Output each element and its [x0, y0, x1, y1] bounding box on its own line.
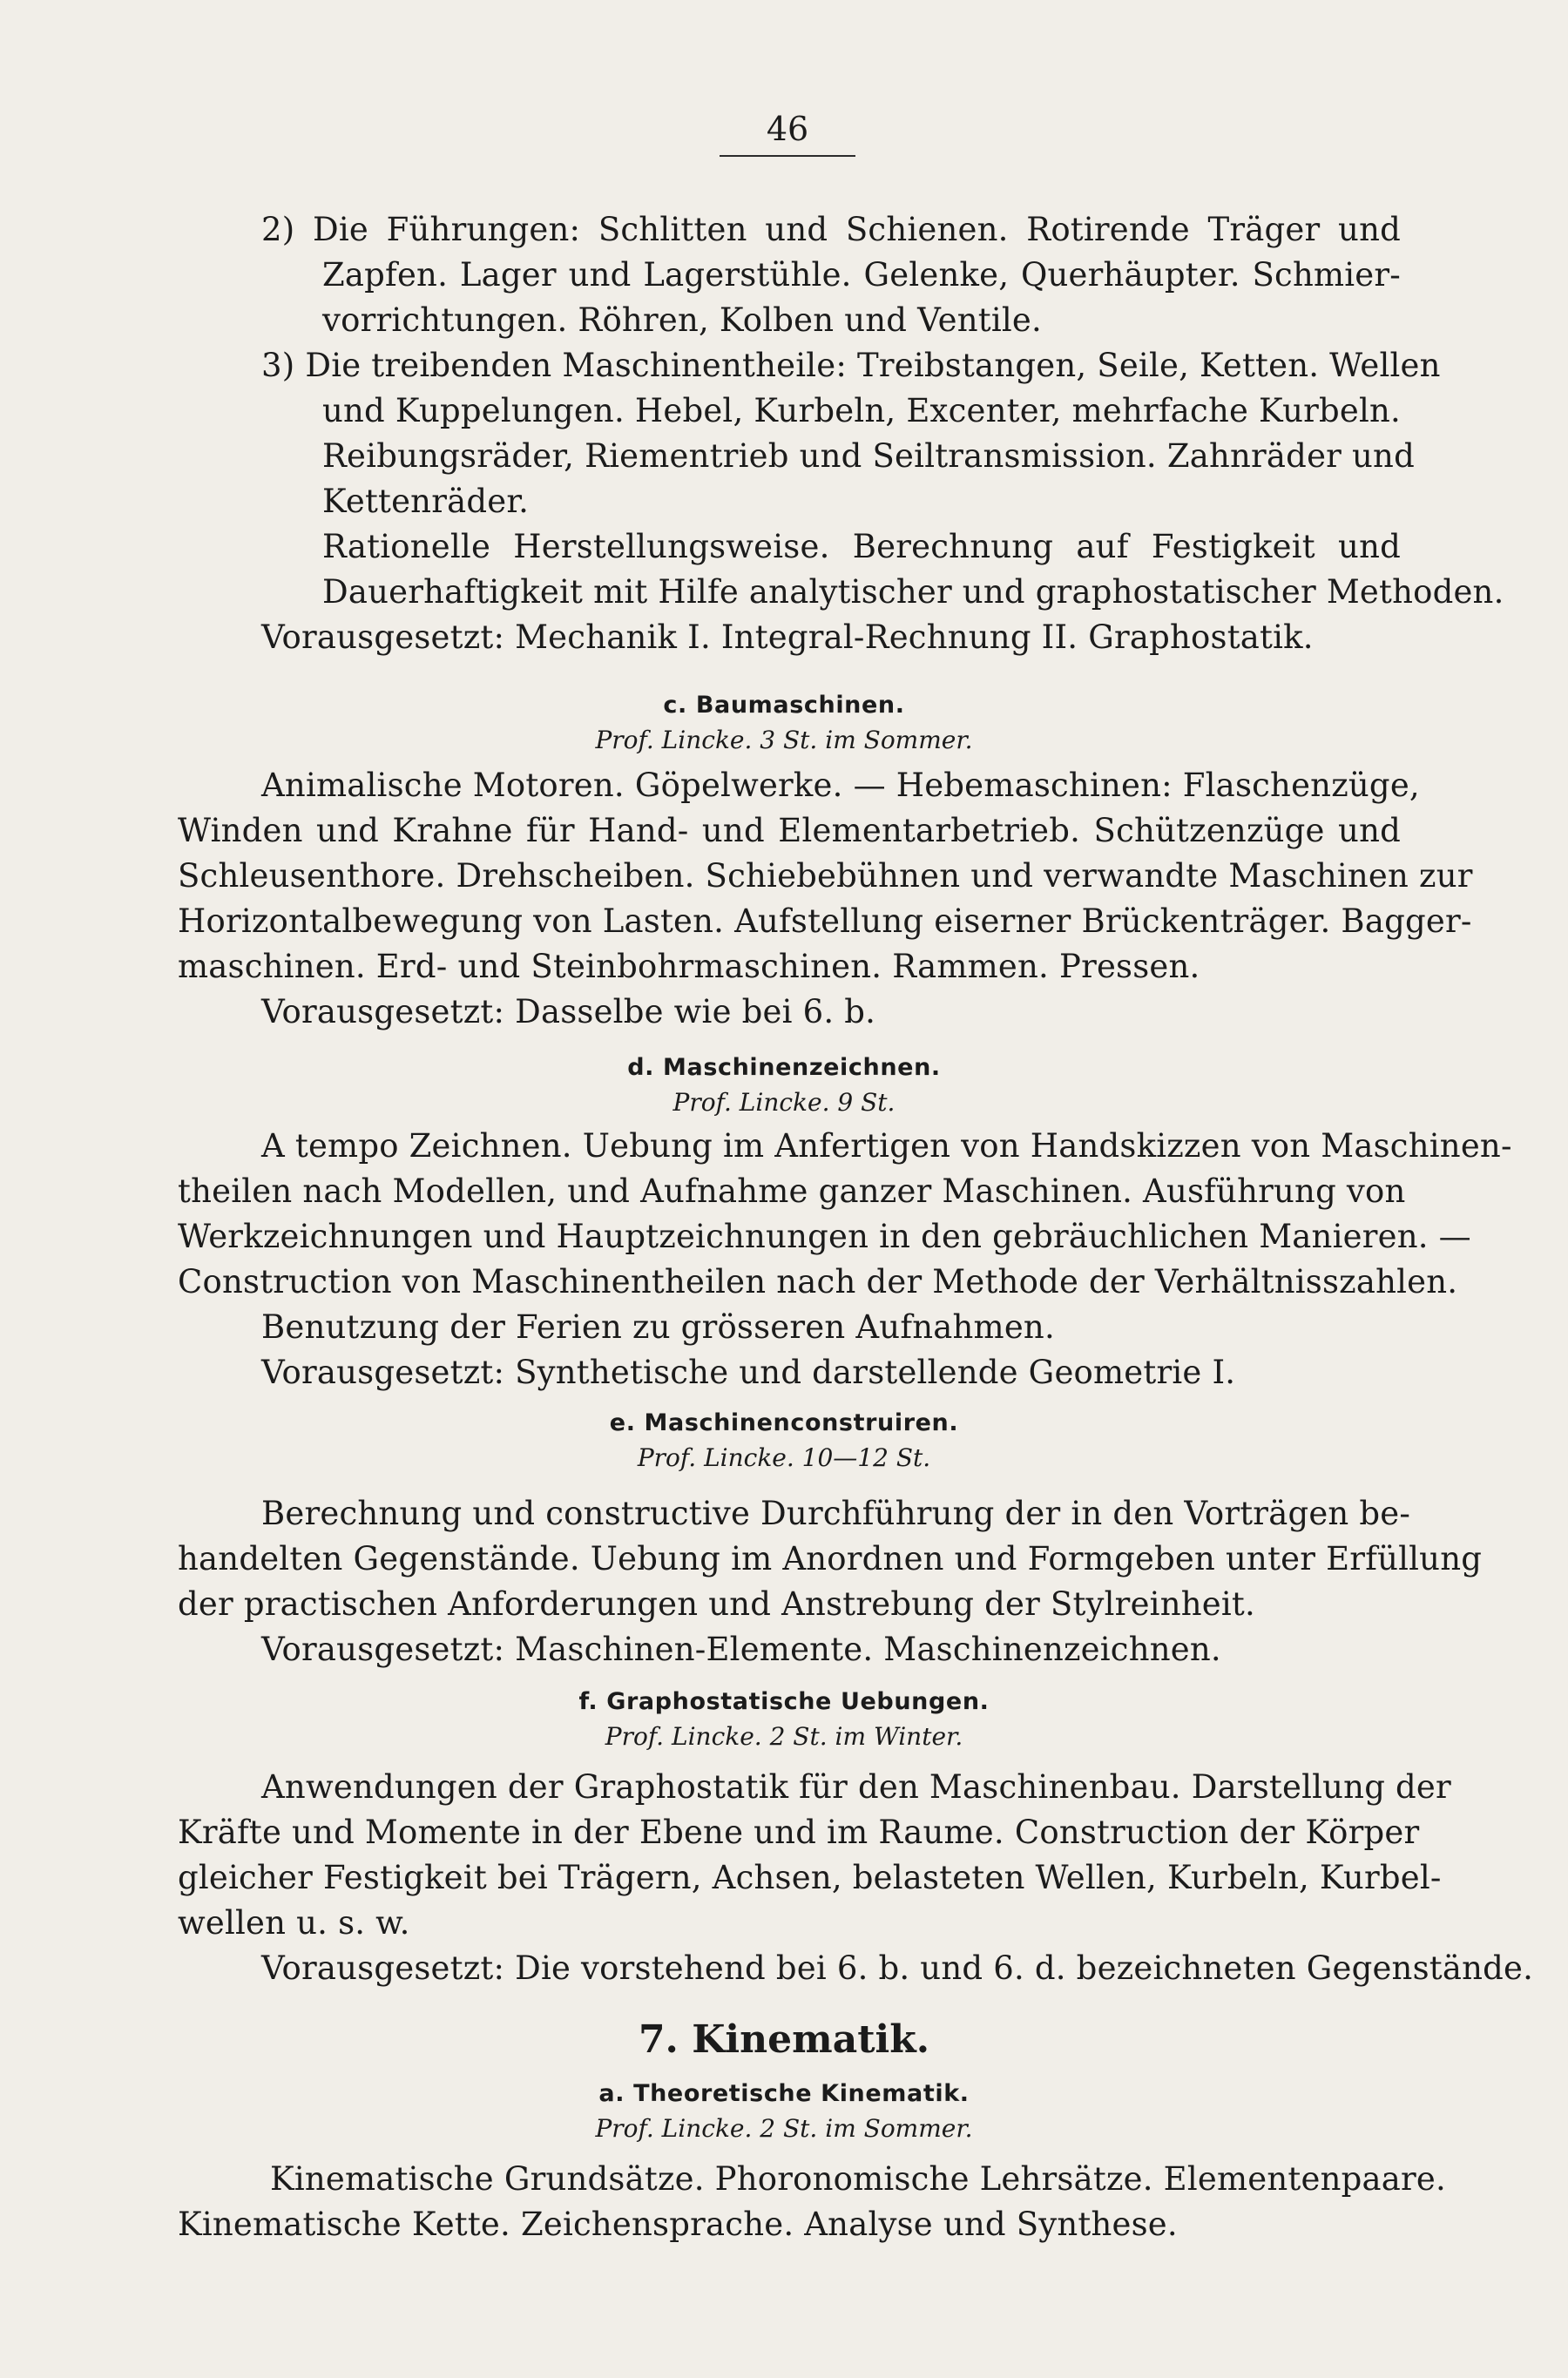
text-line: Construction von Maschinentheilen nach der Methode der Verhältnisszahlen.	[178, 1263, 1458, 1300]
section-heading-maschinenconstruiren: e. Maschinenconstruiren.	[609, 1409, 959, 1436]
section-heading-baumaschinen: c. Baumaschinen.	[663, 692, 905, 719]
text-line: 2) Die Führungen: Schlitten und Schienen. Rotirende Träger und	[261, 211, 1401, 248]
section-heading-maschinenzeichnen: d. Maschinenzeichnen.	[627, 1054, 941, 1081]
text-line: Vorausgesetzt: Maschinen-Elemente. Maschinenzeichnen.	[261, 1631, 1221, 1668]
text-line: Vorausgesetzt: Die vorstehend bei 6. b. und 6. d. bezeichneten Gegenstände.	[261, 1949, 1534, 1987]
text-line: Dauerhaftigkeit mit Hilfe analytischer und graphostatischer Methoden.	[322, 573, 1504, 611]
text-line: Vorausgesetzt: Dasselbe wie bei 6. b.	[261, 993, 876, 1030]
section-instructor: Prof. Lincke. 9 St.	[672, 1088, 896, 1117]
text-line: wellen u. s. w.	[178, 1904, 410, 1942]
section-heading-graphostatische-uebungen: f. Graphostatische Uebungen.	[578, 1688, 990, 1715]
page-number: 46	[720, 103, 855, 157]
text-line: Berechnung und constructive Durchführung der in den Vorträgen be-	[261, 1495, 1411, 1532]
text-line: gleicher Festigkeit bei Trägern, Achsen, belasteten Wellen, Kurbeln, Kurbel-	[178, 1859, 1442, 1896]
text-line: A tempo Zeichnen. Uebung im Anfertigen von Handskizzen von Maschinen-	[261, 1127, 1512, 1165]
text-line: Reibungsräder, Riementrieb und Seiltransmission. Zahnräder und	[322, 437, 1415, 475]
section-instructor: Prof. Lincke. 2 St. im Sommer.	[595, 2114, 973, 2143]
text-line: vorrichtungen. Röhren, Kolben und Ventile.	[322, 301, 1042, 339]
chapter-title-kinematik: 7. Kinematik.	[638, 2017, 930, 2062]
text-line: maschinen. Erd- und Steinbohrmaschinen. Rammen. Pressen.	[178, 948, 1200, 985]
section-instructor: Prof. Lincke. 10—12 St.	[637, 1443, 931, 1472]
text-line: 3) Die treibenden Maschinentheile: Treibstangen, Seile, Ketten. Wellen	[261, 347, 1441, 384]
text-line: Anwendungen der Graphostatik für den Maschinenbau. Darstellung der	[261, 1768, 1451, 1806]
text-line: Horizontalbewegung von Lasten. Aufstellung eiserner Brückenträger. Bagger-	[178, 902, 1472, 940]
text-line: Zapfen. Lager und Lagerstühle. Gelenke, Querhäupter. Schmier-	[322, 256, 1401, 294]
text-line: Schleusenthore. Drehscheiben. Schiebebühnen und verwandte Maschinen zur	[178, 857, 1473, 895]
section-instructor: Prof. Lincke. 3 St. im Sommer.	[595, 726, 973, 754]
text-line: Werkzeichnungen und Hauptzeichnungen in den gebräuchlichen Manieren. —	[178, 1218, 1471, 1255]
text-line: und Kuppelungen. Hebel, Kurbeln, Excenter, mehrfache Kurbeln.	[322, 392, 1401, 429]
text-line: Kräfte und Momente in der Ebene und im Raume. Construction der Körper	[178, 1814, 1420, 1851]
text-line: Vorausgesetzt: Synthetische und darstellende Geometrie I.	[261, 1354, 1236, 1391]
text-line: Kinematische Kette. Zeichensprache. Analyse und Synthese.	[178, 2206, 1178, 2243]
text-line: Winden und Krahne für Hand- und Elementarbetrieb. Schützenzüge und	[178, 812, 1401, 849]
section-heading-theoretische-kinematik: a. Theoretische Kinematik.	[598, 2080, 970, 2107]
text-line: Animalische Motoren. Göpelwerke. — Hebemaschinen: Flaschenzüge,	[261, 767, 1420, 804]
text-line: Kinematische Grundsätze. Phoronomische Lehrsätze. Elementenpaare.	[270, 2160, 1446, 2198]
section-instructor: Prof. Lincke. 2 St. im Winter.	[605, 1722, 963, 1751]
text-line: handelten Gegenstände. Uebung im Anordnen und Formgeben unter Erfüllung	[178, 1540, 1483, 1577]
text-line: theilen nach Modellen, und Aufnahme ganzer Maschinen. Ausführung von	[178, 1172, 1406, 1210]
text-line: Vorausgesetzt: Mechanik I. Integral-Rechnung II. Graphostatik.	[261, 618, 1314, 656]
text-line: Kettenräder.	[322, 483, 530, 520]
text-line: der practischen Anforderungen und Anstrebung der Stylreinheit.	[178, 1585, 1255, 1623]
text-line: Rationelle Herstellungsweise. Berechnung auf Festigkeit und	[322, 528, 1401, 565]
text-line: Benutzung der Ferien zu grösseren Aufnahmen.	[261, 1308, 1055, 1346]
